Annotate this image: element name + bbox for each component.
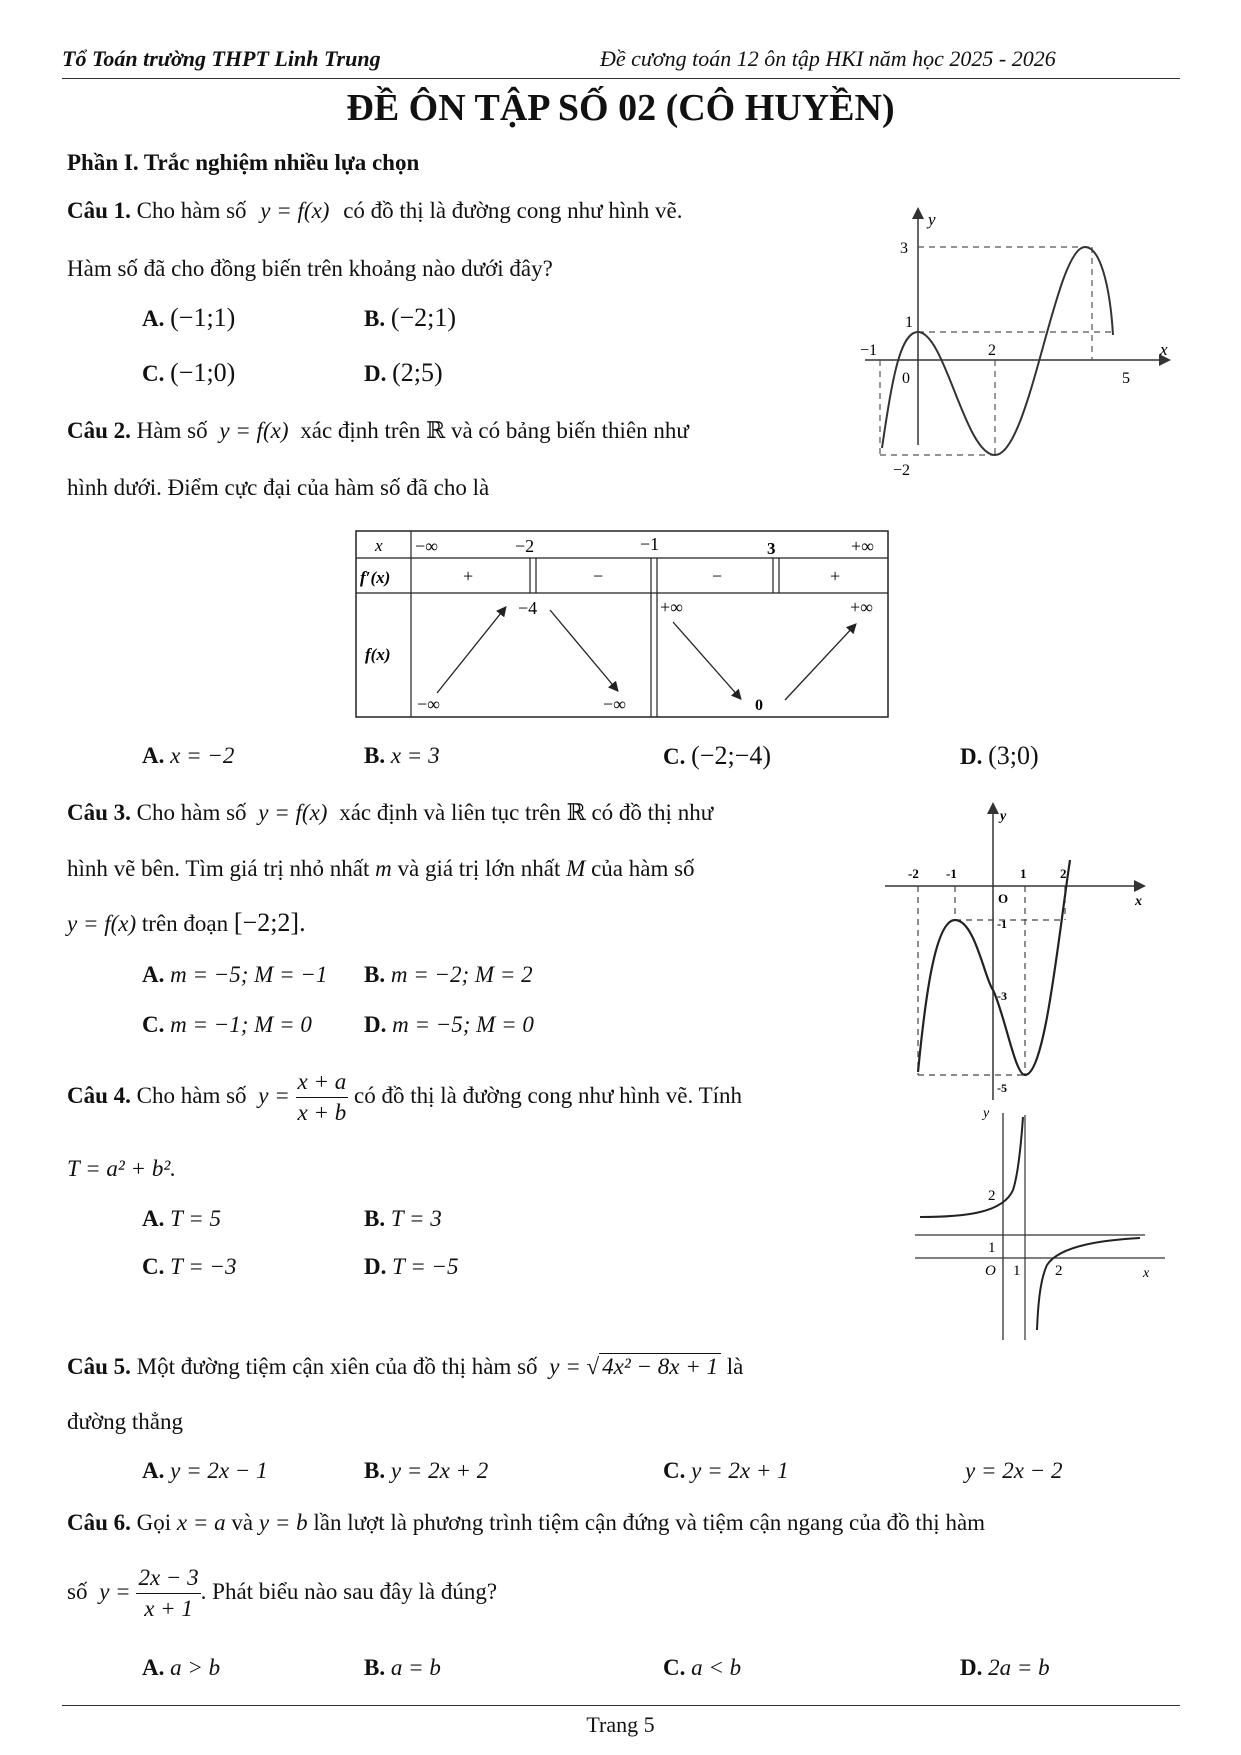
option-letter: A.	[142, 1206, 165, 1231]
option-letter: B.	[364, 306, 386, 331]
option-letter: C.	[142, 1254, 165, 1279]
q3-func2: y = f(x)	[67, 911, 137, 936]
sign-1: −	[593, 566, 604, 586]
option-text: m = −5; M = −1	[170, 962, 328, 987]
section-heading: Phần I. Trắc nghiệm nhiều lựa chọn	[67, 150, 420, 175]
q4-pre: Cho hàm số	[136, 1082, 247, 1108]
option-text: y = 2x − 1	[170, 1458, 268, 1483]
guide-lines	[880, 247, 1112, 455]
x-val-2: −1	[640, 534, 660, 554]
tick-x2: 2	[988, 342, 996, 359]
sign-3: +	[830, 566, 841, 586]
q3-mid: xác định và liên tục trên	[339, 800, 561, 825]
q5-line2: đường thẳng	[67, 1409, 183, 1434]
option-letter: C.	[663, 744, 686, 769]
q4-line1	[67, 1067, 742, 1128]
option-text: 2a = b	[988, 1655, 1050, 1680]
sign-2: −	[712, 566, 723, 586]
q2-real: ℝ	[426, 418, 446, 443]
option-text: (3;0)	[988, 741, 1039, 770]
q1-option-c[interactable]	[142, 358, 235, 388]
q6-option-d[interactable]	[960, 1655, 1050, 1681]
tick-x2: 2	[1055, 1263, 1063, 1279]
header-left: Tổ Toán trường THPT Linh Trung	[62, 46, 381, 71]
q3-post: có đồ thị như	[591, 800, 714, 825]
left-branch	[920, 1117, 1023, 1217]
header-rule	[62, 78, 1180, 79]
row-label-f: f(x)	[365, 645, 391, 664]
q6-line1	[67, 1510, 985, 1536]
curve	[918, 860, 1070, 1075]
y-label: y	[1000, 809, 1007, 824]
tick-ym3: -3	[997, 989, 1007, 1003]
q6-label: Câu 6.	[67, 1510, 131, 1535]
tick-xm1: -1	[946, 866, 957, 881]
q4-option-b[interactable]	[364, 1206, 442, 1232]
option-letter: C.	[663, 1458, 686, 1483]
q3-func: y = f(x)	[258, 800, 328, 825]
q5-post: là	[726, 1354, 744, 1379]
f-mid-high: +∞	[660, 597, 683, 617]
option-letter: D.	[960, 744, 983, 769]
q6-option-a[interactable]	[142, 1655, 220, 1681]
q3-line2-a: hình vẽ bên. Tìm giá trị nhỏ nhất	[67, 856, 370, 881]
q6-xa: x = a	[176, 1510, 226, 1535]
q3-line2	[67, 856, 695, 882]
q2-option-d[interactable]	[960, 741, 1039, 771]
option-text: m = −2; M = 2	[390, 962, 533, 987]
q2-func: y = f(x)	[219, 418, 289, 443]
q3-m: m	[375, 856, 392, 881]
q6-fraction	[136, 1563, 200, 1624]
q6-option-c[interactable]	[663, 1655, 741, 1681]
q4-graph	[915, 1105, 1175, 1345]
tick-ym1: -1	[997, 917, 1007, 931]
option-letter: D.	[364, 1254, 387, 1279]
tick-origin: 0	[902, 370, 910, 387]
q3-pre: Cho hàm số	[136, 800, 247, 825]
q2-option-b[interactable]	[364, 743, 440, 769]
option-letter: B.	[364, 1458, 386, 1483]
q3-line3	[67, 908, 306, 938]
option-letter: B.	[364, 962, 386, 987]
option-text: m = −1; M = 0	[170, 1012, 312, 1037]
q3-line1	[67, 800, 713, 826]
q4-option-c[interactable]	[142, 1254, 237, 1280]
q3-option-d[interactable]	[364, 1012, 534, 1038]
option-text: T = −5	[392, 1254, 459, 1279]
q2-pre: Hàm số	[136, 418, 208, 443]
q3-line2-c: của hàm số	[591, 856, 695, 881]
q3-line3-text: trên đoạn	[141, 911, 229, 936]
q3-real: ℝ	[566, 800, 586, 825]
header-right: Đề cương toán 12 ôn tập HKI năm học 2025 - 2026	[600, 46, 1056, 71]
x-val-0: −∞	[415, 536, 438, 556]
sqrt-icon: √	[586, 1354, 600, 1379]
tick-ym2: −2	[893, 462, 911, 479]
tick-ym5: -5	[997, 1081, 1007, 1095]
option-letter: B.	[364, 1206, 386, 1231]
curve	[882, 247, 1113, 455]
fraction-denominator: x + 1	[144, 1596, 193, 1621]
tick-xm2: -2	[908, 866, 919, 881]
option-text: a = b	[390, 1655, 441, 1680]
q4-fraction	[296, 1067, 349, 1128]
option-text: (−2;1)	[390, 303, 457, 332]
option-text: a > b	[170, 1655, 221, 1680]
footer-rule	[62, 1705, 1180, 1706]
q1-option-b[interactable]	[364, 303, 456, 333]
option-text: (−2;−4)	[691, 741, 771, 770]
x-val-4: +∞	[851, 536, 874, 556]
option-text: (−1;0)	[170, 358, 236, 387]
tick-origin: O	[985, 1263, 996, 1279]
option-text: y = 2x + 1	[691, 1458, 789, 1483]
q6-yb: y = b	[258, 1510, 308, 1535]
f-min: 0	[755, 697, 763, 714]
q3-option-b[interactable]	[364, 962, 533, 988]
option-text: y = 2x + 2	[390, 1458, 489, 1483]
tick-y2: 2	[988, 1188, 996, 1204]
option-letter: A.	[142, 962, 165, 987]
q2-option-a[interactable]	[142, 743, 234, 769]
q5-option-d[interactable]	[965, 1458, 1062, 1484]
q3-M: M	[566, 856, 586, 881]
y-label: y	[928, 210, 936, 229]
q3-line2-b: và giá trị lớn nhất	[397, 856, 561, 881]
fraction-numerator: x + a	[296, 1067, 349, 1098]
q1-line1	[67, 198, 682, 224]
option-letter: A.	[142, 743, 165, 768]
q1-option-d[interactable]	[364, 358, 443, 388]
q4-label: Câu 4.	[67, 1082, 131, 1108]
q5-line1	[67, 1354, 743, 1380]
page-number: Trang 5	[586, 1712, 655, 1737]
option-text: T = 5	[170, 1206, 222, 1231]
q3-label: Câu 3.	[67, 800, 131, 825]
q2-post: và có bảng biến thiên như	[450, 418, 689, 443]
q1-label: Câu 1.	[67, 198, 131, 223]
f-left-low: −∞	[417, 694, 440, 714]
option-letter: D.	[960, 1655, 983, 1680]
fraction-denominator: x + b	[297, 1100, 347, 1125]
x-val-3: 3	[767, 539, 776, 558]
tick-origin: O	[998, 891, 1009, 906]
q2-mid: xác định trên	[300, 418, 421, 443]
option-letter: D.	[364, 1012, 387, 1037]
q5-option-c[interactable]	[663, 1458, 789, 1484]
option-text: T = −3	[170, 1254, 237, 1279]
x-label: x	[1143, 1266, 1150, 1281]
x-label: x	[1135, 894, 1142, 909]
sign-0: +	[463, 566, 474, 586]
guide-lines	[918, 886, 1065, 1075]
q3-option-a[interactable]	[142, 962, 327, 988]
page-title: ĐỀ ÔN TẬP SỐ 02 (CÔ HUYỀN)	[346, 87, 895, 129]
option-text: y = 2x − 2	[965, 1458, 1063, 1483]
option-text: T = 3	[390, 1206, 442, 1231]
f-mid-low: −∞	[603, 694, 626, 714]
q2-option-c[interactable]	[663, 741, 771, 771]
q2-label: Câu 2.	[67, 418, 131, 443]
option-letter: B.	[364, 1655, 386, 1680]
q5-pre: Một đường tiệm cận xiên của đồ thị hàm số	[136, 1354, 538, 1379]
tick-y3: 3	[900, 240, 908, 257]
option-text: m = −5; M = 0	[392, 1012, 534, 1037]
option-letter: A.	[142, 1655, 165, 1680]
option-text: (2;5)	[392, 358, 443, 387]
q4-line2: T = a² + b².	[67, 1156, 176, 1181]
tick-y1: 1	[905, 314, 913, 331]
x-val-1: −2	[515, 536, 535, 556]
tick-xm1: −1	[860, 342, 878, 359]
q4-option-d[interactable]	[364, 1254, 459, 1280]
option-letter: C.	[142, 361, 165, 386]
q6-y: y =	[99, 1578, 131, 1604]
q5-radicand: 4x² − 8x + 1	[599, 1353, 721, 1379]
q5-label: Câu 5.	[67, 1354, 131, 1379]
q6-and: và	[231, 1510, 254, 1535]
x-label: x	[1160, 340, 1168, 359]
tick-x1: 1	[1013, 1263, 1021, 1279]
q6-line2	[67, 1563, 497, 1624]
option-letter: A.	[142, 306, 165, 331]
q6-line2-b: . Phát biểu nào sau đây là đúng?	[200, 1578, 498, 1604]
option-text: x = 3	[390, 743, 440, 768]
tick-y1: 1	[988, 1240, 996, 1256]
tick-x2: 2	[1060, 866, 1067, 881]
q6-pre: Gọi	[136, 1510, 172, 1535]
q1-option-a[interactable]	[142, 303, 235, 333]
f-peak: −4	[518, 598, 538, 618]
option-letter: A.	[142, 1458, 165, 1483]
q1-func: y = f(x)	[260, 198, 330, 223]
option-letter: D.	[364, 361, 387, 386]
variation-table	[355, 530, 890, 720]
q3-graph	[880, 800, 1160, 1110]
option-text: x = −2	[170, 743, 235, 768]
q2-line2: hình dưới. Điểm cực đại của hàm số đã cho là	[67, 475, 490, 500]
q5-option-b[interactable]	[364, 1458, 488, 1484]
q6-option-b[interactable]	[364, 1655, 441, 1681]
q1-graph	[860, 205, 1180, 495]
q5-option-a[interactable]	[142, 1458, 268, 1484]
option-letter: B.	[364, 743, 386, 768]
right-branch	[1037, 1238, 1140, 1330]
fraction-numerator: 2x − 3	[136, 1563, 200, 1594]
tick-x1: 1	[1020, 866, 1027, 881]
q1-pre: Cho hàm số	[136, 198, 247, 223]
q1-post: có đồ thị là đường cong như hình vẽ.	[343, 198, 683, 223]
option-text: (−1;1)	[170, 303, 236, 332]
row-label-x: x	[375, 536, 383, 555]
option-letter: C.	[142, 1012, 165, 1037]
row-label-fprime: f′(x)	[360, 568, 391, 587]
q6-post: lần lượt là phương trình tiệm cận đứng và tiệm cận ngang của đồ thị hàm	[313, 1510, 986, 1535]
q3-interval: [−2;2].	[233, 908, 306, 937]
q6-line2-text: số	[67, 1578, 88, 1604]
q1-line2: Hàm số đã cho đồng biến trên khoảng nào dưới đây?	[67, 256, 553, 281]
tick-x5: 5	[1122, 370, 1130, 387]
y-label: y	[983, 1106, 990, 1121]
f-right-high: +∞	[850, 597, 873, 617]
q4-post: có đồ thị là đường cong như hình vẽ. Tính	[354, 1082, 743, 1108]
q2-line1	[67, 418, 689, 444]
q3-option-c[interactable]	[142, 1012, 312, 1038]
q4-y: y =	[258, 1082, 290, 1108]
option-letter: C.	[663, 1655, 686, 1680]
q4-option-a[interactable]	[142, 1206, 221, 1232]
option-text: a < b	[691, 1655, 742, 1680]
q5-func-pre: y =	[549, 1354, 581, 1379]
